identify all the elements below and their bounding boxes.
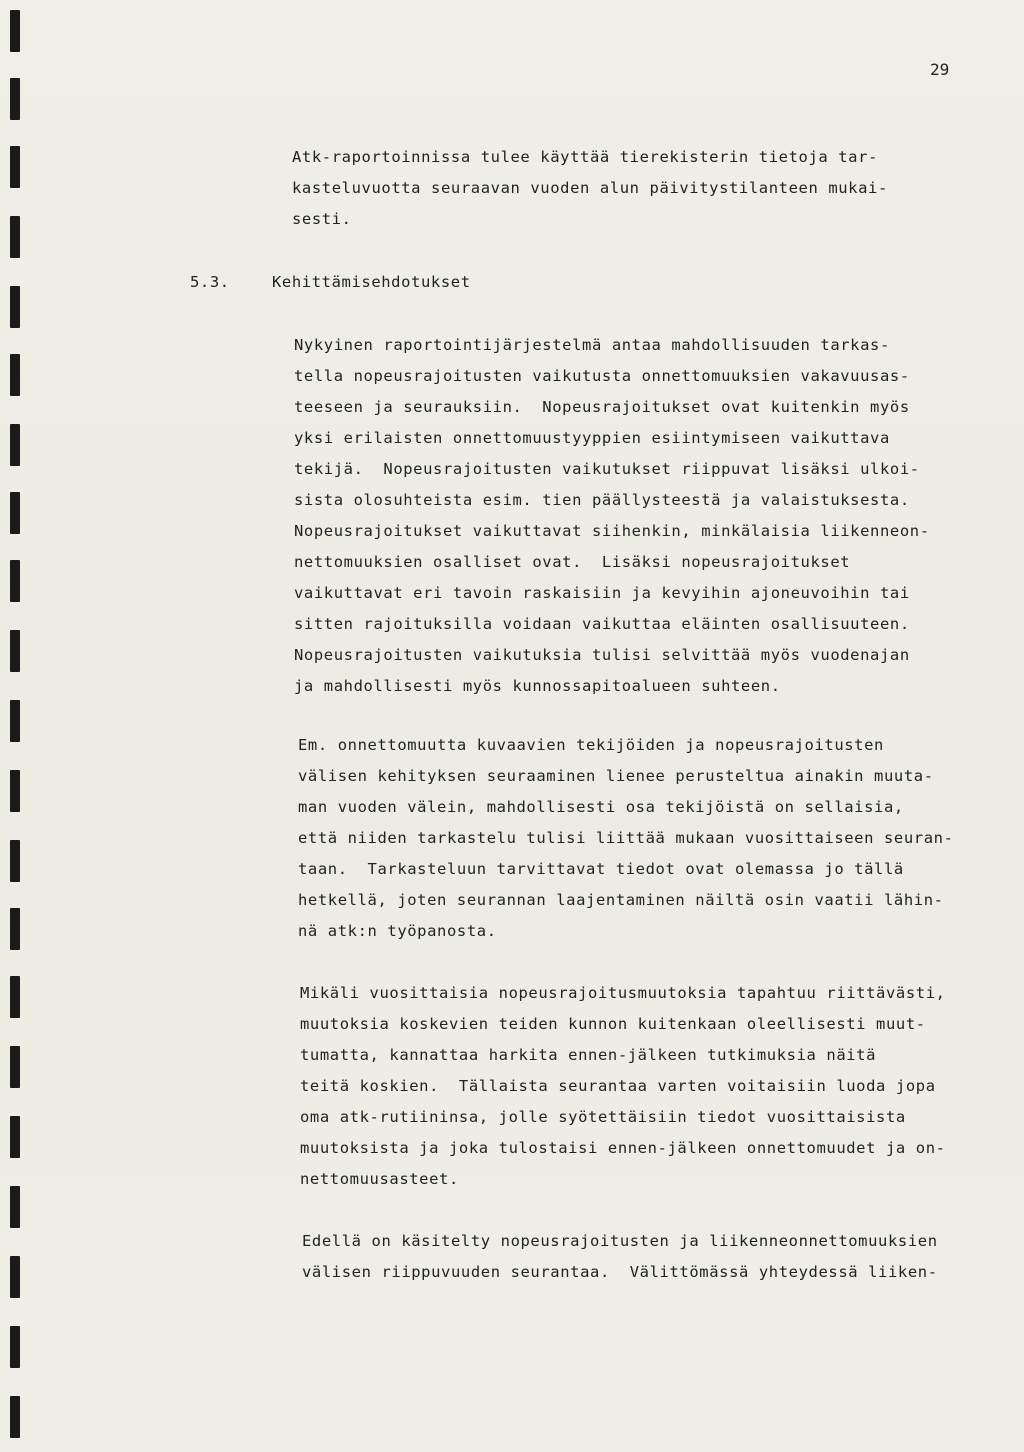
text-line: nettomuusasteet. [300,1170,459,1188]
text-line: man vuoden välein, mahdollisesti osa tekijöistä on sellaisia, [298,798,904,816]
binding-hole [10,146,20,188]
text-line: nettomuuksien osalliset ovat. Lisäksi nopeusrajoitukset [294,553,851,571]
binding-hole [10,1326,20,1368]
text-line: yksi erilaisten onnettomuustyyppien esiintymiseen vaikuttava [294,429,890,447]
text-line: teeseen ja seurauksiin. Nopeusrajoitukset ovat kuitenkin myös [294,398,910,416]
paragraph-4 [302,1226,938,1288]
text-line: vaikuttavat eri tavoin raskaisiin ja kevyihin ajoneuvoihin tai [294,584,910,602]
text-line: tumatta, kannattaa harkita ennen-jälkeen tutkimuksia näitä [300,1046,877,1064]
binding-hole [10,700,20,742]
binding-hole [10,492,20,534]
text-line: välisen kehityksen seuraaminen lienee perusteltua ainakin muuta- [298,767,934,785]
text-line: Edellä on käsitelty nopeusrajoitusten ja liikenneonnettomuuksien [302,1232,938,1250]
text-line: Nykyinen raportointijärjestelmä antaa mahdollisuuden tarkas- [294,336,890,354]
paragraph-3 [300,978,946,1195]
paragraph-1 [294,330,930,702]
binding-hole [10,560,20,602]
text-line: Mikäli vuosittaisia nopeusrajoitusmuutoksia tapahtuu riittävästi, [300,984,946,1002]
binding-hole [10,1116,20,1158]
binding-hole [10,216,20,258]
text-line: hetkellä, joten seurannan laajentaminen näiltä osin vaatii lähin- [298,891,944,909]
text-line: että niiden tarkastelu tulisi liittää mukaan vuosittaiseen seuran- [298,829,954,847]
text-line: tella nopeusrajoitusten vaikutusta onnettomuuksien vakavuusas- [294,367,910,385]
text-line: Em. onnettomuutta kuvaavien tekijöiden ja nopeusrajoitusten [298,736,884,754]
text-line: Nopeusrajoitusten vaikutuksia tulisi selvittää myös vuodenajan [294,646,910,664]
binding-hole [10,286,20,328]
binding-hole [10,10,20,52]
text-line: sesti. [292,210,352,228]
text-line: muutoksia koskevien teiden kunnon kuitenkaan oleellisesti muut- [300,1015,926,1033]
binding-hole [10,354,20,396]
binding-strip [0,0,32,1452]
binding-hole [10,1396,20,1438]
paragraph-2 [298,730,954,947]
text-line: oma atk-rutiininsa, jolle syötettäisiin tiedot vuosittaisista [300,1108,906,1126]
text-line: sitten rajoituksilla voidaan vaikuttaa eläinten osallisuuteen. [294,615,910,633]
binding-hole [10,840,20,882]
binding-hole [10,976,20,1018]
binding-hole [10,78,20,120]
binding-hole [10,1256,20,1298]
page-number: 29 [930,60,950,79]
binding-hole [10,1046,20,1088]
text-line: tekijä. Nopeusrajoitusten vaikutukset riippuvat lisäksi ulkoi- [294,460,920,478]
text-line: muutoksista ja joka tulostaisi ennen-jälkeen onnettomuudet ja on- [300,1139,946,1157]
text-line: taan. Tarkasteluun tarvittavat tiedot ovat olemassa jo tällä [298,860,904,878]
text-line: Atk-raportoinnissa tulee käyttää tierekisterin tietoja tar- [292,148,878,166]
text-line: nä atk:n työpanosta. [298,922,497,940]
text-line: kasteluvuotta seuraavan vuoden alun päivitystilanteen mukai- [292,179,888,197]
text-line: ja mahdollisesti myös kunnossapitoalueen suhteen. [294,677,781,695]
binding-hole [10,770,20,812]
text-line: sista olosuhteista esim. tien päällysteestä ja valaistuksesta. [294,491,910,509]
binding-hole [10,424,20,466]
binding-hole [10,908,20,950]
binding-hole [10,630,20,672]
text-line: välisen riippuvuuden seurantaa. Välittömässä yhteydessä liiken- [302,1263,938,1281]
text-line: teitä koskien. Tällaista seurantaa varten voitaisiin luoda jopa [300,1077,936,1095]
section-number: 5.3. [190,273,230,291]
section-title: Kehittämisehdotukset [272,273,471,291]
intro-paragraph [292,142,888,235]
binding-hole [10,1186,20,1228]
text-line: Nopeusrajoitukset vaikuttavat siihenkin, minkälaisia liikenneon- [294,522,930,540]
